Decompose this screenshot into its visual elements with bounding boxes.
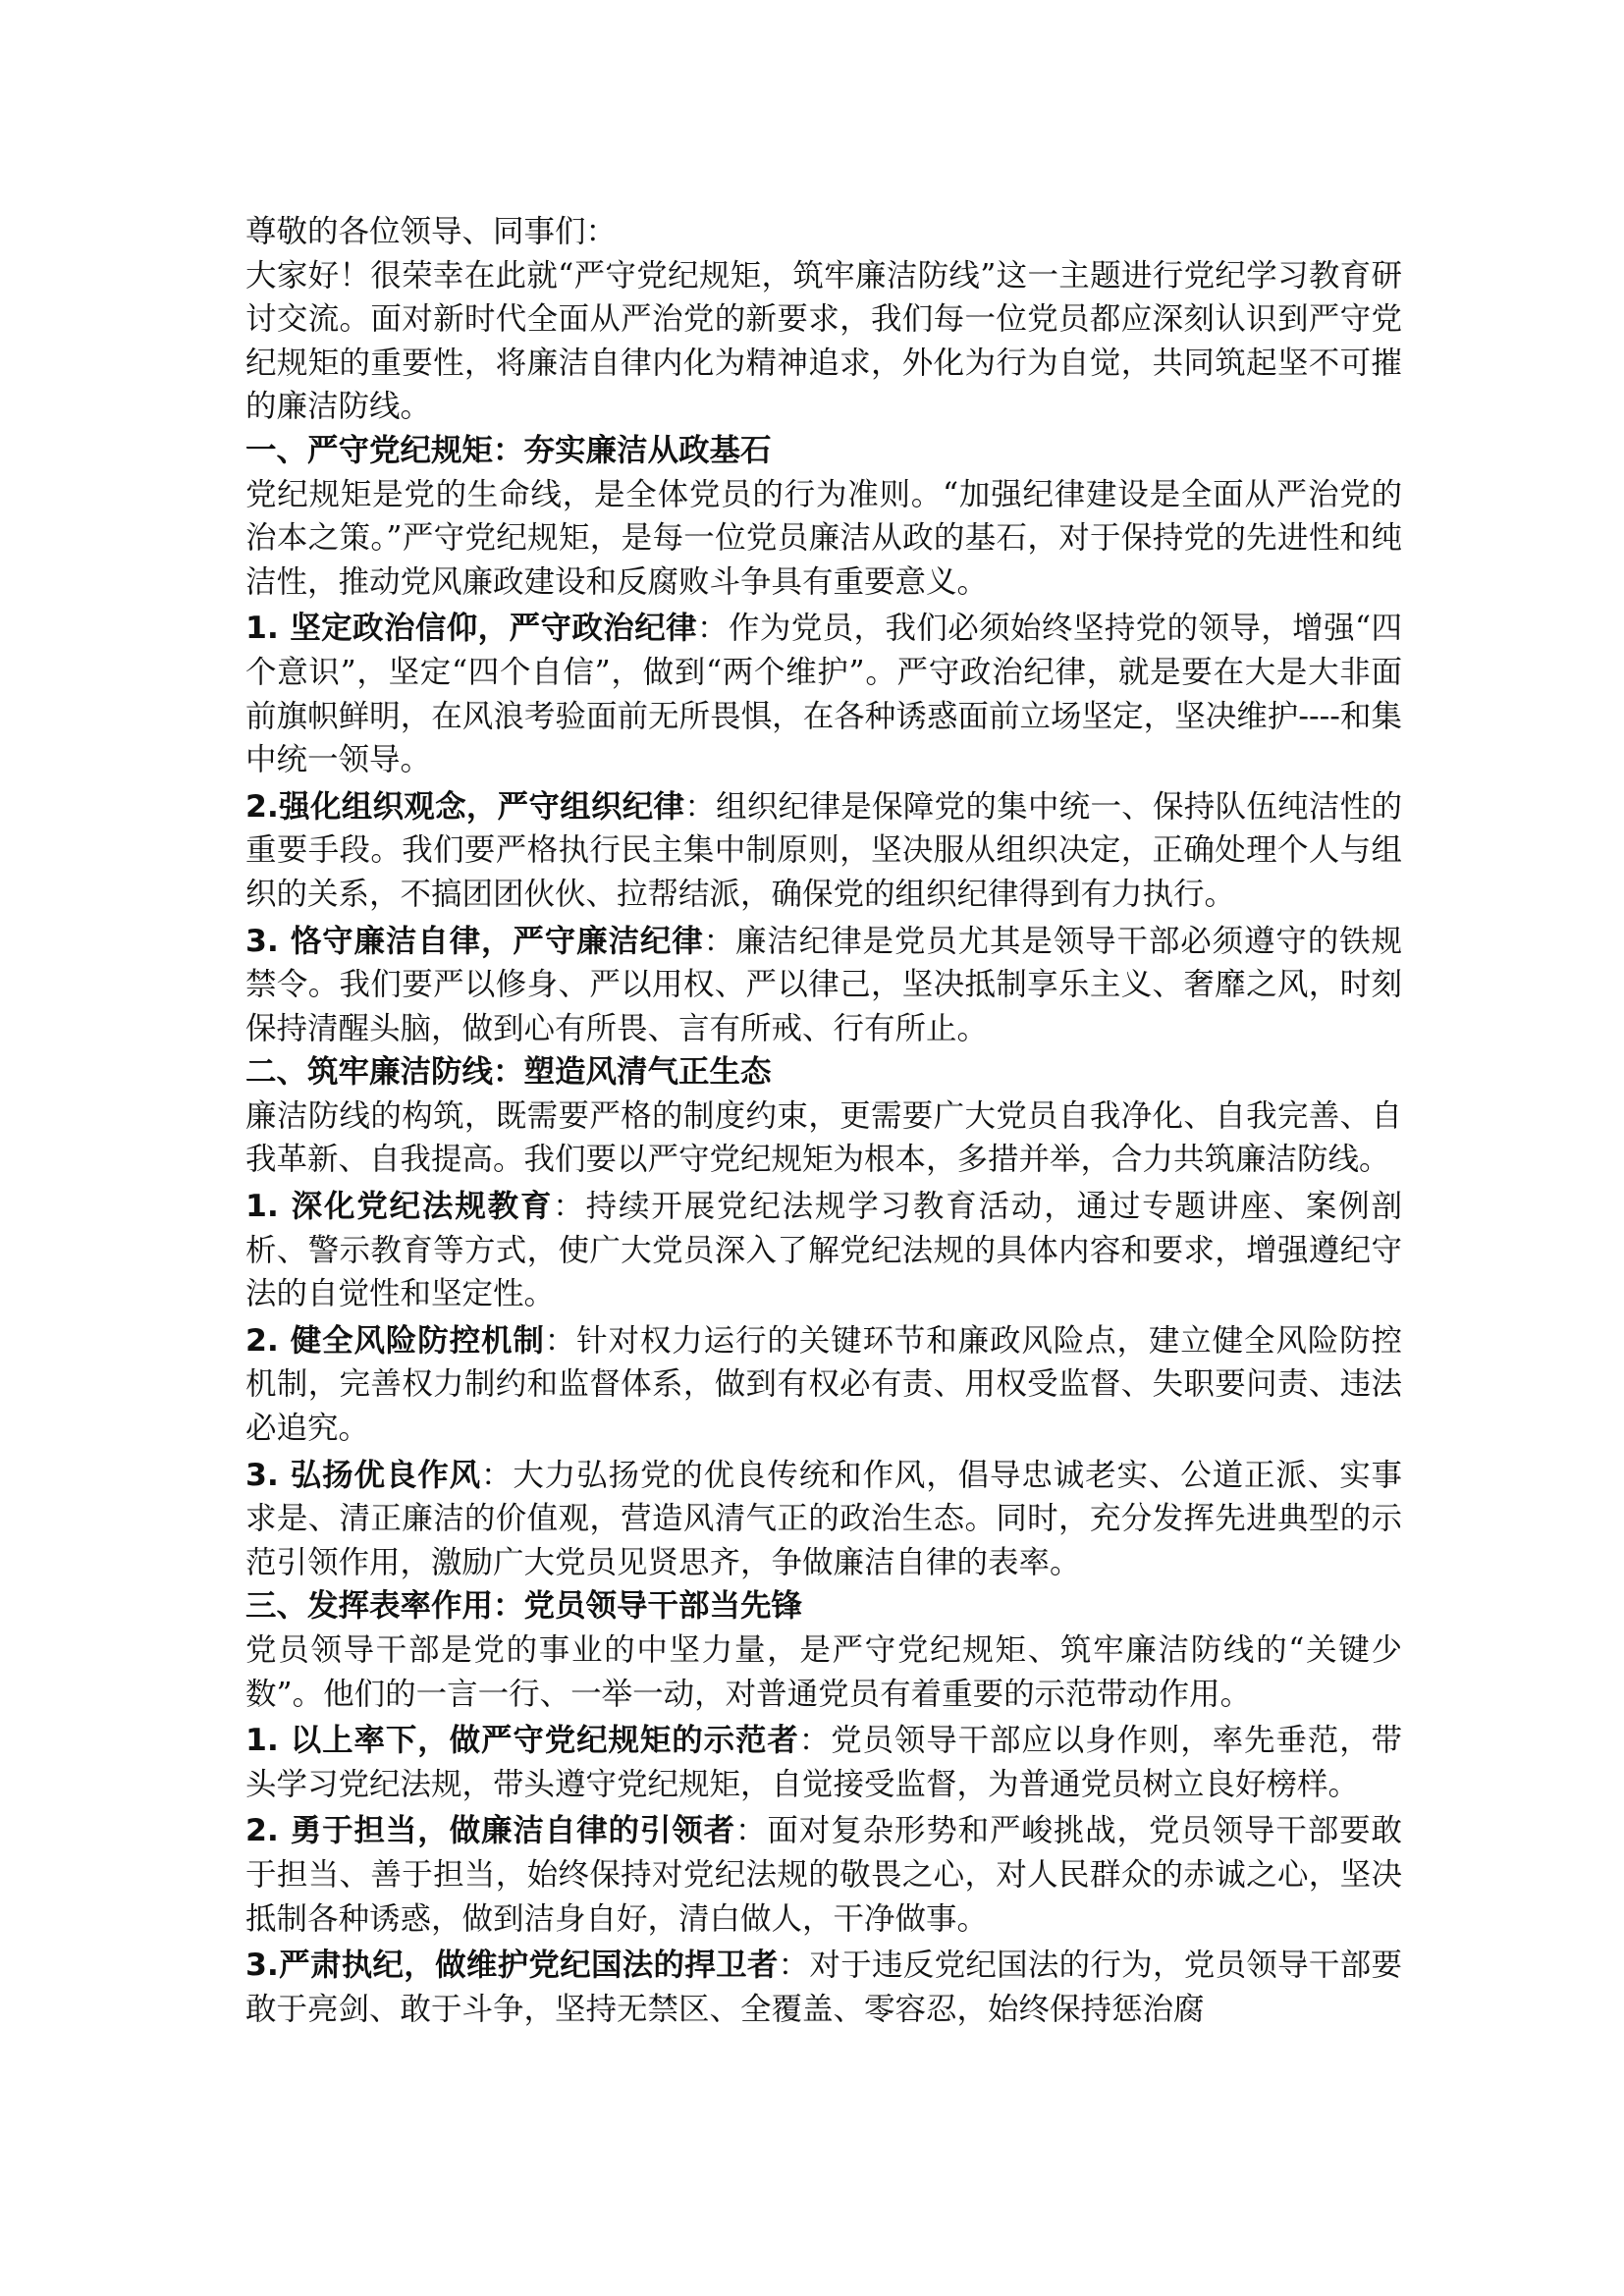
item-lead: 1. 坚定政治信仰，严守政治纪律	[245, 611, 698, 647]
section-2-item-2	[245, 1319, 1402, 1451]
item-text: ：作为党员，我们必须始终坚持党的领导，增强“四个意识”，坚定“四个自信”，做到“两个维护”。严守政治纪律，就是要在大是大非面前旗帜鲜明，在风浪考验面前无所畏惧，在各种诱惑面前立场坚定，坚决维护----和集中统一领导。	[245, 611, 1403, 778]
document-page	[245, 210, 1402, 2031]
intro-paragraph: 大家好！很荣幸在此就“严守党纪规矩，筑牢廉洁防线”这一主题进行党纪学习教育研讨交流。面对新时代全面从严治党的新要求，我们每一位党员都应深刻认识到严守党纪规矩的重要性，将廉洁自律内化为精神追求，外化为行为自觉，共同筑起坚不可摧的廉洁防线。	[245, 257, 1402, 425]
section-2-heading: 二、筑牢廉洁防线：塑造风清气正生态	[245, 1054, 772, 1091]
item-text: ：组织纪律是保障党的集中统一、保持队伍纯洁性的重要手段。我们要严格执行民主集中制原则，坚决服从组织决定，正确处理个人与组织的关系，不搞团团伙伙、拉帮结派，确保党的组织纪律得到有力执行。	[245, 788, 1402, 912]
section-1-item-1	[245, 607, 1402, 781]
section-1-item-2	[245, 785, 1402, 917]
item-text: ：持续开展党纪法规学习教育活动，通过专题讲座、案例剖析、警示教育等方式，使广大党员深入了解党纪法规的具体内容和要求，增强遵纪守法的自觉性和坚定性。	[245, 1189, 1402, 1312]
section-1-body: 党纪规矩是党的生命线，是全体党员的行为准则。“加强纪律建设是全面从严治党的治本之策。”严守党纪规矩，是每一位党员廉洁从政的基石，对于保持党的先进性和纯洁性，推动党风廉政建设和反腐败斗争具有重要意义。	[245, 476, 1402, 600]
section-1-item-3	[245, 920, 1402, 1051]
item-lead: 2. 勇于担当，做廉洁自律的引领者	[245, 1813, 735, 1849]
section-3-item-2	[245, 1809, 1402, 1941]
section-2-item-3	[245, 1454, 1402, 1585]
item-lead: 3. 恪守廉洁自律，严守廉洁纪律	[245, 923, 704, 959]
section-3-body: 党员领导干部是党的事业的中坚力量，是严守党纪规矩、筑牢廉洁防线的“关键少数”。他们的一言一行、一举一动，对普通党员有着重要的示范带动作用。	[245, 1632, 1402, 1712]
item-lead: 2. 健全风险防控机制	[245, 1322, 545, 1359]
section-3-item-3	[245, 1944, 1402, 2031]
section-1-heading: 一、严守党纪规矩：夯实廉洁从政基石	[245, 432, 772, 468]
section-3-item-1	[245, 1719, 1402, 1806]
section-3-heading: 三、发挥表率作用：党员领导干部当先锋	[245, 1588, 803, 1625]
item-lead: 3.严肃执纪，做维护党纪国法的捍卫者	[245, 1948, 779, 1984]
item-lead: 2.强化组织观念，严守组织纪律	[245, 788, 685, 825]
item-text: ：面对复杂形势和严峻挑战，党员领导干部要敢于担当、善于担当，始终保持对党纪法规的敬畏之心，对人民群众的赤诚之心，坚决抵制各种诱惑，做到洁身自好，清白做人，干净做事。	[245, 1813, 1402, 1937]
item-text: ：大力弘扬党的优良传统和作风，倡导忠诚老实、公道正派、实事求是、清正廉洁的价值观，营造风清气正的政治生态。同时，充分发挥先进典型的示范引领作用，激励广大党员见贤思齐，争做廉洁自律的表率。	[245, 1457, 1402, 1580]
item-text: ：针对权力运行的关键环节和廉政风险点，建立健全风险防控机制，完善权力制约和监督体系，做到有权必有责、用权受监督、失职要问责、违法必追究。	[245, 1322, 1402, 1447]
section-2-item-1	[245, 1185, 1402, 1316]
item-lead: 1. 深化党纪法规教育	[245, 1189, 554, 1225]
item-text: ：党员领导干部应以身作则，率先垂范，带头学习党纪法规，带头遵守党纪规矩，自觉接受监督，为普通党员树立良好榜样。	[245, 1723, 1402, 1802]
salutation: 尊敬的各位领导、同事们：	[245, 214, 618, 249]
item-lead: 1. 以上率下，做严守党纪规矩的示范者	[245, 1723, 799, 1759]
section-2-body: 廉洁防线的构筑，既需要严格的制度约束，更需要广大党员自我净化、自我完善、自我革新、自我提高。我们要以严守党纪规矩为根本，多措并举，合力共筑廉洁防线。	[245, 1097, 1402, 1178]
item-text: ：对于违反党纪国法的行为，党员领导干部要敢于亮剑、敢于斗争，坚持无禁区、全覆盖、零容忍，始终保持惩治腐	[245, 1948, 1402, 2027]
item-lead: 3. 弘扬优良作风	[245, 1457, 481, 1493]
item-text: ：廉洁纪律是党员尤其是领导干部必须遵守的铁规禁令。我们要严以修身、严以用权、严以律己，坚决抵制享乐主义、奢靡之风，时刻保持清醒头脑，做到心有所畏、言有所戒、行有所止。	[245, 923, 1402, 1046]
